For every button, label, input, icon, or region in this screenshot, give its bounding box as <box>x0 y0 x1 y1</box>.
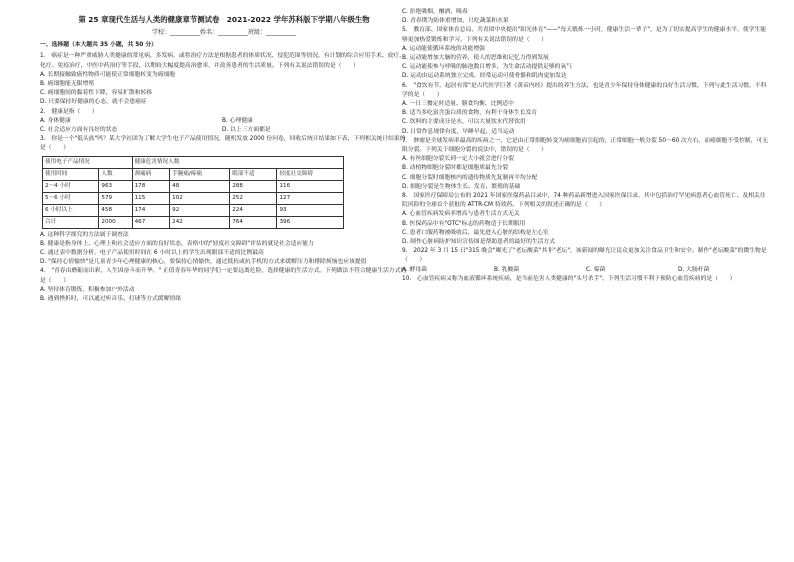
table-row <box>43 180 344 192</box>
option-c[interactable]: C. 社会适应方面有良好的状态 <box>40 127 118 134</box>
option-d[interactable]: D. 只要保持好健康的心态，就不会患癌症 <box>40 99 147 106</box>
question-8 <box>402 192 770 247</box>
question-stem: 8. 国家医疗保障局公布的 2021 年国家医保药品目录中，74 种药品新增进入国家医保目录，其中包括治疗罕见病患者心血管死亡、及相关住院风险的全球首个获批的 ATTR-CM 特效药。下列相关的叙述正确的是（ ） <box>402 193 766 209</box>
question-10 <box>402 275 770 284</box>
table-header-cell: 眼部不适 <box>230 168 277 180</box>
option-b[interactable]: B. 动植物细胞分裂时都是细胞质最先分裂 <box>402 165 509 172</box>
question-stem: 3. 你是一个"低头族"吗？某大学社团为了解大学生电子产品使用情况，随机发放 2000 份问卷，回收后统计结果如下表，下列相关统计结果的是（ ） <box>40 136 406 152</box>
table-cell: 6 小时以上 <box>43 204 99 216</box>
table-cell: 127 <box>277 192 344 204</box>
table-header-cell: 人数 <box>99 168 132 180</box>
table-cell: 178 <box>132 180 170 192</box>
table-cell: 102 <box>170 192 230 204</box>
question-9 <box>402 247 770 275</box>
option-c[interactable]: C. 霉菌 <box>586 266 606 273</box>
option-c[interactable]: C. 饮料的主要成分是水，可以大量饮水代替饮用 <box>402 119 526 126</box>
table-cell: 92 <box>170 204 230 216</box>
option-c[interactable]: C. 患者口服药物被吸收后，最先进入心脏的结构是左心室 <box>402 229 549 236</box>
question-1 <box>40 52 408 107</box>
option-a[interactable]: A. 坚持体育锻炼，积极参加户外活动 <box>40 286 135 293</box>
option-a[interactable]: A. 运动能使循环系统的功能增强 <box>402 45 485 52</box>
option-a[interactable]: A. 心血管疾病发病率增高与患者生活方式无关 <box>402 211 520 218</box>
option-d[interactable]: D. 青春期为防体重增加，只吃蔬菜和水果 <box>402 18 509 25</box>
question-6 <box>402 82 770 137</box>
option-c[interactable]: C. 通过表中数据分析，电子产品使用时间在 6 小时以上的学生出现眼部不适的比例最高 <box>40 250 264 257</box>
table-header-cell: 颈痛病 <box>132 168 170 180</box>
table-cell: 224 <box>230 204 277 216</box>
option-a[interactable]: A. 这种科学探究的方法属于调查法 <box>40 231 129 238</box>
table-header-cell: 健康危害情况人数 <box>132 156 343 168</box>
table-row <box>43 192 344 204</box>
table-cell: 252 <box>230 192 277 204</box>
question-stem: 7. 肿瘤是全球发病率最高的疾病之一，它是由正常细胞转变为癌细胞而引起的，正常细胞一般分裂 50～60 次左右，而癌细胞不受控制，可无限分裂。下列关于细胞分裂的说法中，错误的是（ ） <box>402 137 768 154</box>
left-column <box>40 8 408 304</box>
option-b[interactable]: B. 癌细胞能无限增殖 <box>40 81 95 88</box>
option-d[interactable]: D. 大肠杆菌 <box>678 266 710 273</box>
table-cell: 116 <box>277 180 344 192</box>
option-c[interactable]: C. 细胞分裂时细胞核内的遗传物质先复制再平均分配 <box>402 174 538 181</box>
table-cell: 764 <box>230 216 277 228</box>
table-cell: 396 <box>277 216 344 228</box>
option-a[interactable]: A. 酵母菌 <box>402 266 427 273</box>
option-c[interactable]: C. 拒绝吸烟、酗酒、吸毒 <box>402 9 468 15</box>
table-cell: 2000 <box>99 216 132 228</box>
option-d[interactable]: D. 运动由运动系统独立完成，经常运动可使骨骼和肌肉更加发达 <box>402 73 567 80</box>
option-b[interactable]: B. 遇到挫折时，可以通过听音乐、打球等方式缓解情绪 <box>40 296 181 303</box>
table-cell: 963 <box>99 180 132 192</box>
table-header-row <box>43 156 344 168</box>
option-a[interactable]: A. 有丝细胞分裂长到一定大小就会进行分裂 <box>402 156 514 163</box>
question-4 <box>40 267 408 304</box>
table-cell: 115 <box>132 192 170 204</box>
option-d[interactable]: D. "保持心情愉快"是儿童青少年心理健康的核心，要保持心情愉快，通过抵抗或抗手机的方式来缓解压力和排除烦恼也应该提倡 <box>40 259 367 266</box>
table-header-row <box>43 168 344 180</box>
table-cell: 242 <box>170 216 230 228</box>
option-a[interactable]: A. 一日三餐定时适量、膳食均衡、比例适中 <box>402 101 514 108</box>
option-d[interactable]: D. 制作心脏病防护知识宣传图是帮助患者的最好的生活方式 <box>402 239 556 246</box>
table-header-cell: 使用电子产品情况 <box>43 156 133 168</box>
question-stem: 10. 心血管疾病又称为血液循环系统疾病，是当前危害人类健康的"头号杀手"。下列生活习惯不利于预防心血管疾病的是（ ） <box>402 275 736 282</box>
option-b[interactable]: B. 医保药品中有"OTC"标志的药物适于长期服用 <box>402 220 526 227</box>
table-cell: 579 <box>99 192 132 204</box>
table-row <box>43 216 344 228</box>
table-header-cell: 使用时间 <box>43 168 99 180</box>
question-7 <box>402 137 770 192</box>
question-stem: 1. 癌症是一种严重威胁人类健康的常见病，多发病，或将治疗方法是根据患者的体质状况、侵犯范围等情况，有计划的综合应用手术、放疗、化疗、免疫治疗、中医中药治疗等手段，以期较大幅度提高治愈率，并改善患者的生活质量。下列有关说法错误的是（ ） <box>40 53 405 69</box>
table-header-cell: 手腕痛/疼痛 <box>170 168 230 180</box>
option-b[interactable]: B. 运动能增加大脑的营养，使人的思维和记忆力得到发展 <box>402 55 549 62</box>
option-b[interactable]: B. 健康是指身体上、心理上和社会适应方面的良好状态，表格中的"轻度社交障碍"评估的就是社会适应能力 <box>40 240 314 247</box>
question-4-continued <box>402 8 770 26</box>
table-row <box>43 204 344 216</box>
question-stem: 6. "食饮有节，起居有常"是古代医学巨著《黄帝内经》提出的养生方法，也是青少年保持身体健康的良好生活习惯。下列与此生活习惯，不科学的是（ ） <box>402 82 767 98</box>
table-cell: 93 <box>277 204 344 216</box>
option-d[interactable]: D. 细胞分裂是生物体生长、发育、繁殖的基础 <box>402 183 521 190</box>
option-c[interactable]: C. 癌细胞间的黏着性下降，容易扩散和转移 <box>40 90 153 97</box>
survey-table <box>42 156 344 229</box>
option-b[interactable]: B. 乳酸菌 <box>494 266 520 273</box>
table-cell: 174 <box>132 204 170 216</box>
question-stem: 2. 健康是指（ ） <box>40 108 98 115</box>
question-2 <box>40 108 408 136</box>
table-cell: 467 <box>132 216 170 228</box>
table-cell: 合计 <box>43 216 99 228</box>
option-a[interactable]: A. 长期接触致癌性物质可能使正常细胞转变为癌细胞 <box>40 71 176 78</box>
option-d[interactable]: D. 日常作息规律有度，早睡早起，适当运动 <box>402 128 515 135</box>
option-b[interactable]: B. 适当多吃富含蛋白质的食物，有利于身体生长发育 <box>402 110 538 117</box>
table-cell: 458 <box>99 204 132 216</box>
question-stem: 9. 2022 年 3 月 15 日"315 晚会"曝光了"老坛酸菜"其非"老坛"，该新闻的曝光让民众更加关注食品卫生和安全。制作"老坛酸菜"的微生物是（ ） <box>402 248 767 264</box>
table-header-cell: 轻度社交障碍 <box>277 168 344 180</box>
table-cell: 288 <box>230 180 277 192</box>
table-cell: 5～6 小时 <box>43 192 99 204</box>
table-cell: 48 <box>170 180 230 192</box>
option-d[interactable]: D. 以上三方面都是 <box>222 127 271 134</box>
table-cell: 2～4 小时 <box>43 180 99 192</box>
page-title: 第 25 章现代生活与人类的健康章节测试卷 2021-2022 学年苏科版下学期八年级生物 <box>78 15 370 24</box>
section-heading: 一、选择题（本大题共 35 小题，共 50 分） <box>40 42 157 49</box>
question-stem: 5. 教育部、国家体育总局、共青团中央提出"阳光体育"——"每天锻炼一小时，健康生活一辈子"，是为了切实提高学生的健康水平，使学生能够更加热爱锻炼和学习。下列有关说法错误的是（ ） <box>402 27 767 43</box>
question-stem: 4. "青春由磨砺而出彩，人生因奋斗而升华。" 正值青春年华的同学们一定要远离危险，选择健康的生活方式。下列做法不符合健康生活方式的是（ ） <box>40 268 407 284</box>
right-column <box>402 8 770 284</box>
question-5 <box>402 26 770 81</box>
question-3 <box>40 135 408 267</box>
student-info-line: 学校：__________姓名：__________班级：__________ <box>151 29 296 36</box>
option-c[interactable]: C. 运动能使参与呼吸的肺泡数目增多，为生命活动提供足够的氧气 <box>402 64 573 71</box>
option-a[interactable]: A. 身体健康 <box>40 117 71 124</box>
option-b[interactable]: B. 心理健康 <box>222 117 253 124</box>
